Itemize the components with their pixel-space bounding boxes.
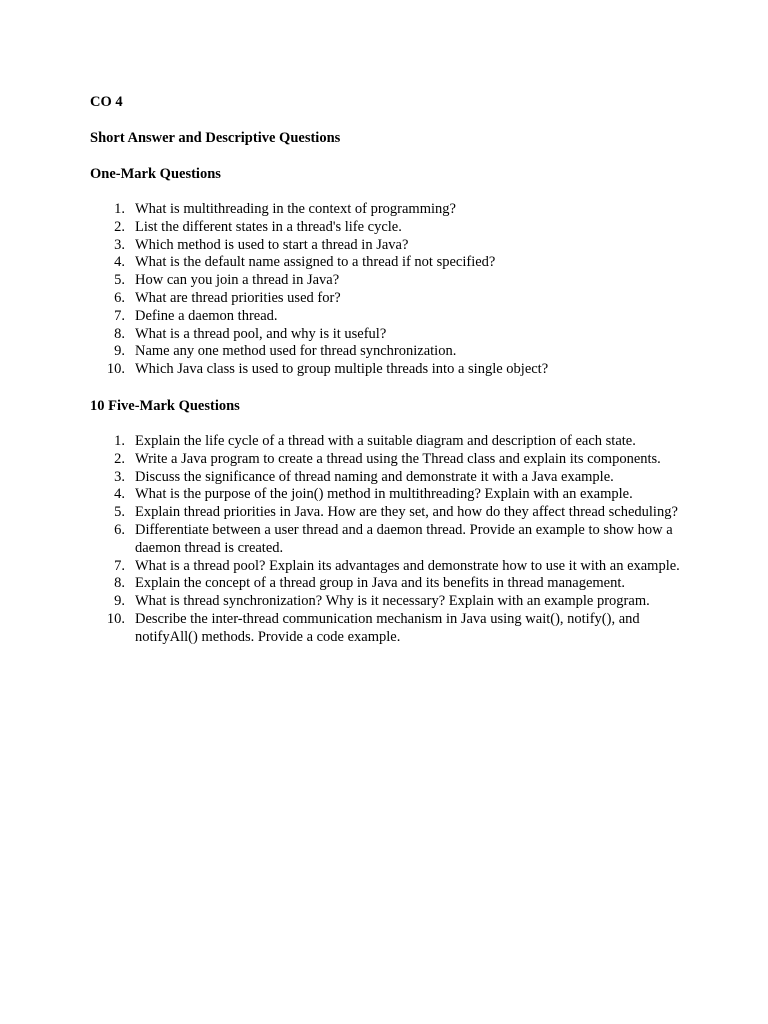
question-number: 6. bbox=[114, 521, 125, 538]
one-mark-question-list bbox=[90, 201, 690, 379]
one-mark-heading: One-Mark Questions bbox=[90, 166, 221, 182]
list-item bbox=[90, 575, 690, 593]
question-text: What is thread synchronization? Why is it necessary? Explain with an example program. bbox=[135, 593, 650, 610]
list-item bbox=[90, 486, 690, 504]
list-item bbox=[90, 343, 690, 361]
list-item bbox=[90, 593, 690, 611]
list-item bbox=[90, 611, 690, 647]
five-mark-heading: 10 Five-Mark Questions bbox=[90, 397, 240, 414]
question-number: 2. bbox=[114, 450, 125, 467]
question-text: What is a thread pool? Explain its advantages and demonstrate how to use it with an example. bbox=[135, 557, 680, 574]
document-page bbox=[90, 93, 690, 647]
question-text: Which Java class is used to group multiple threads into a single object? bbox=[135, 361, 549, 378]
question-text: Define a daemon thread. bbox=[135, 307, 278, 324]
question-number: 6. bbox=[114, 289, 125, 306]
question-text: Differentiate between a user thread and a daemon thread. Provide an example to show how a daemon thread is created. bbox=[135, 521, 673, 556]
question-number: 1. bbox=[114, 201, 125, 217]
question-number: 5. bbox=[114, 272, 125, 289]
question-number: 4. bbox=[114, 486, 125, 503]
question-number: 10. bbox=[106, 361, 125, 378]
question-text: Describe the inter-thread communication mechanism in Java using wait(), notify(), and notifyAll() methods. Provide a code example. bbox=[135, 610, 640, 645]
question-text: Which method is used to start a thread in Java? bbox=[135, 236, 409, 253]
list-item bbox=[90, 219, 690, 237]
question-number: 1. bbox=[114, 432, 125, 449]
list-item bbox=[90, 469, 690, 487]
question-number: 9. bbox=[114, 593, 125, 610]
list-item bbox=[90, 361, 690, 379]
question-number: 4. bbox=[114, 254, 125, 271]
question-text: Discuss the significance of thread naming and demonstrate it with a Java example. bbox=[135, 468, 614, 485]
question-text: Explain the life cycle of a thread with a suitable diagram and description of each state. bbox=[135, 432, 636, 449]
question-text: List the different states in a thread's life cycle. bbox=[135, 218, 402, 235]
question-number: 3. bbox=[114, 236, 125, 253]
question-number: 8. bbox=[114, 325, 125, 342]
list-item bbox=[90, 254, 690, 272]
question-text: What is multithreading in the context of programming? bbox=[135, 201, 456, 217]
list-item bbox=[90, 237, 690, 255]
question-number: 9. bbox=[114, 343, 125, 360]
question-text: What is a thread pool, and why is it useful? bbox=[135, 325, 387, 342]
list-item bbox=[90, 308, 690, 326]
list-item bbox=[90, 290, 690, 308]
question-text: What are thread priorities used for? bbox=[135, 289, 341, 306]
list-item bbox=[90, 504, 690, 522]
question-text: Write a Java program to create a thread using the Thread class and explain its components. bbox=[135, 450, 661, 467]
list-item bbox=[90, 326, 690, 344]
list-item bbox=[90, 201, 690, 219]
list-item bbox=[90, 558, 690, 576]
list-item bbox=[90, 451, 690, 469]
question-text: Explain thread priorities in Java. How are they set, and how do they affect thread scheduling? bbox=[135, 504, 678, 521]
question-number: 7. bbox=[114, 557, 125, 574]
question-text: Explain the concept of a thread group in Java and its benefits in thread management. bbox=[135, 575, 626, 592]
question-number: 8. bbox=[114, 575, 125, 592]
question-number: 7. bbox=[114, 307, 125, 324]
list-item bbox=[90, 522, 690, 558]
question-text: How can you join a thread in Java? bbox=[135, 272, 340, 289]
question-text: What is the purpose of the join() method in multithreading? Explain with an example. bbox=[135, 486, 633, 503]
course-outcome-heading: CO 4 bbox=[90, 94, 123, 110]
list-item bbox=[90, 272, 690, 290]
question-number: 2. bbox=[114, 218, 125, 235]
five-mark-question-list bbox=[90, 433, 690, 647]
question-text: Name any one method used for thread synchronization. bbox=[135, 343, 457, 360]
question-number: 3. bbox=[114, 468, 125, 485]
question-number: 5. bbox=[114, 504, 125, 521]
question-number: 10. bbox=[106, 610, 125, 627]
list-item bbox=[90, 433, 690, 451]
question-text: What is the default name assigned to a thread if not specified? bbox=[135, 254, 496, 271]
section-title: Short Answer and Descriptive Questions bbox=[90, 130, 341, 146]
